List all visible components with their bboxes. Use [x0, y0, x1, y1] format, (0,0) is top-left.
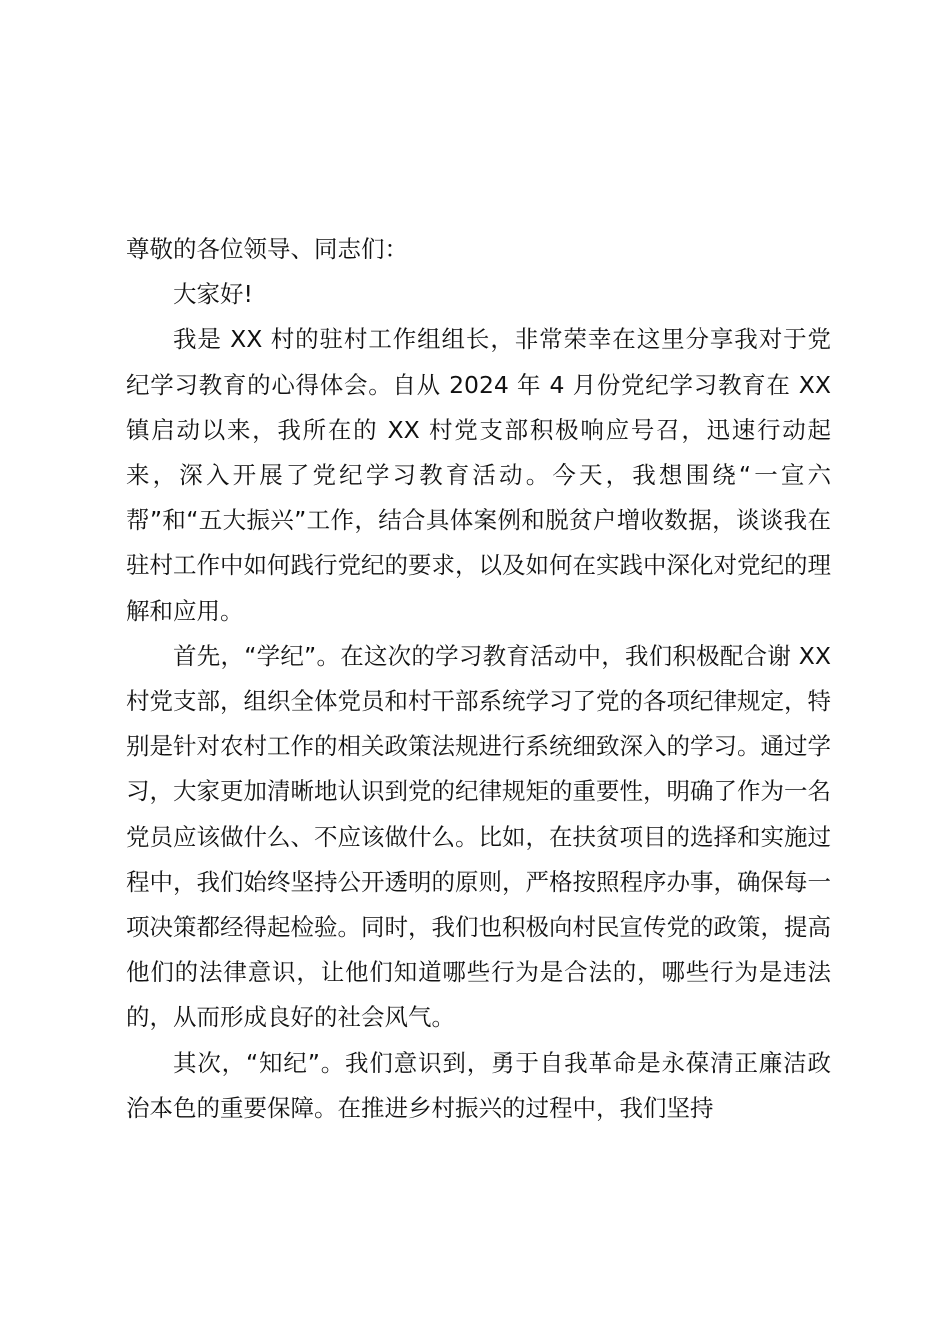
paragraph-know-discipline: 其次，“知纪”。我们意识到，勇于自我革命是永葆清正廉洁政治本色的重要保障。在推进乡村振兴的过程中，我们坚持 [126, 1048, 831, 1122]
document-body [126, 227, 831, 1131]
paragraph-learn-discipline: 首先，“学纪”。在这次的学习教育活动中，我们积极配合谢 XX 村党支部，组织全体党员和村干部系统学习了党的各项纪律规定，特别是针对农村工作的相关政策法规进行系统细致深入的学习。通过学习，大家更加清晰地认识到党的纪律规矩的重要性，明确了作为一名党员应该做什么、不应该做什么。比如，在扶贫项目的选择和实施过程中，我们始终坚持公开透明的原则，严格按照程序办事，确保每一项决策都经得起检验。同时，我们也积极向村民宣传党的政策，提高他们的法律意识，让他们知道哪些行为是合法的，哪些行为是违法的，从而形成良好的社会风气。 [126, 641, 831, 1032]
greeting: 大家好! [173, 280, 253, 309]
paragraph-intro: 我是 XX 村的驻村工作组组长，非常荣幸在这里分享我对于党纪学习教育的心得体会。自从 2024 年 4 月份党纪学习教育在 XX 镇启动以来，我所在的 XX 村党支部积极响应号召，迅速行动起来，深入开展了党纪学习教育活动。今天，我想围绕“一宣六帮”和“五大振兴”工作，结合具体案例和脱贫户增收数据，谈谈我在驻村工作中如何践行党纪的要求，以及如何在实践中深化对党纪的理解和应用。 [126, 325, 831, 625]
salutation: 尊敬的各位领导、同志们： [126, 235, 408, 263]
